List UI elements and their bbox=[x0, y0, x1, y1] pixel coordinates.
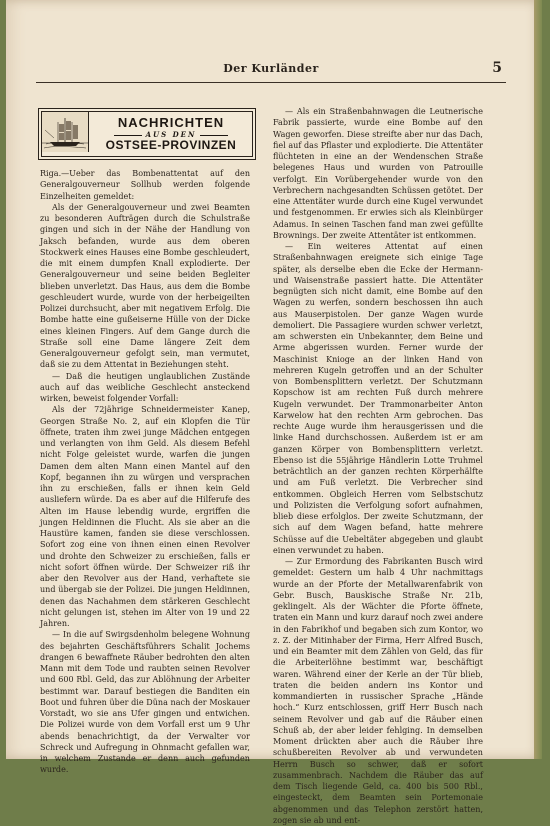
article-paragraph: Als der 72jährige Schneidermeister Kanep, Georgen Straße No. 2, auf ein Klopfen die Tür öffnete, traten ihm zwei junge Mädchen entgegen und verlangten von ihm Geld. Als diesem Befehl nicht Folge geleistet wurde, warfen die jungen Damen dem alten Mann einen Mantel auf den Kopf, begannen ihn zu würgen und versprachen ihn zu erschießen, falls er ihnen kein Geld ausliefern würde. Da es aber auf die Hilferufe des Alten im Hause lebendig wurde, ergriffen die jungen Heldinnen die Flucht. Als sie aber an die Haustüre kamen, fanden sie diese verschlossen. Sofort zog eine von ihnen einen einen Revolver und drohte den Schweizer zu erschießen, falls er nicht sofort öffnen würde. Der Schweizer riß ihr aber den Revolver aus der Hand, verhaftete sie und übergab sie der Polizei. Die jungen Heldinnen, denen das Nachahmen dem stärkeren Geschlecht nicht gelungen ist, stehen im Alter von 19 und 22 Jahren. bbox=[40, 405, 250, 628]
article-paragraph: — In die auf Swirgsdenholm belegene Wohnung des bejahrten Geschäftsführers Schalit Jochems drangen 6 bewaffnete Räuber bedrohten den alten Mann mit dem Tode und raubten seinen Revolver und 600 Rbl. Geld, das zur Ablöhnung der Arbeiter bestimmt war. Darauf bestiegen die Banditen ein Boot und fuhren über die Düna nach der Moskauer Vorstadt, wo sie ans Ufer gingen und entwichen. Die Polizei wurde von dem Vorfall erst um 9 Uhr abends benachrichtigt, da der Verwalter vor Schreck und Aufregung in Ohnmacht gefallen war, in welchem Zustande er denn auch gefunden wurde. bbox=[40, 630, 250, 775]
page-edge bbox=[534, 0, 542, 759]
banner-title: NACHRICHTEN bbox=[117, 115, 225, 130]
article-paragraph: — Zur Ermordung des Fabrikanten Busch wird gemeldet: Gestern um halb 4 Uhr nachmittags wurde an der Pforte der Metallwarenfabrik von Gebr. Busch, Bauskische Straße Nr. 21b, geklingelt. Als der Wächter die Pforte öffnete, traten ein Mann und kurz darauf noch zwei andere in den Fabrikhof und begaben sich zum Kontor, wo z. Z. der Mitinhaber der Firma, Herr Alfred Busch, und ein Beamter mit dem Zählen von Geld, das für die Arbeiterlöhne bestimmt war, beschäftigt waren. Während einer der Kerle an der Tür blieb, traten die beiden andern ins Kontor und kommandierten in russischer Sprache „Hände hoch.“ Kurz entschlossen, griff Herr Busch nach seinem Revolver und gab auf die Räuber einen Schuß ab, der aber leider fehlging. In demselben Moment drückten aber auch die Räuber ihre schußbereiten Revolver ab und verwundeten Herrn Busch so schwer, daß er sofort zusammenbrach. Nachdem die Räuber das auf dem Tisch liegende Geld, ca. 400 bis 500 Rbl., eingesteckt, dem Beamten sein Portemonaie abgenommen und das Telephon zerstört hatten, zogen sie ab und ent- bbox=[273, 557, 483, 825]
article-paragraph: — Ein weiteres Attentat auf einen Straßenbahnwagen ereignete sich einige Tage später, als derselbe eben die Ecke der Hermann- und Waisenstraße passiert hatte. Die Attentäter begnügten sich nicht damit, eine Bombe auf den Wagen zu werfen, sondern beschossen ihn auch aus Mauserpistolen. Der ganze Wagen wurde demoliert. Die Passagiere wurden schwer verletzt, am schwersten ein Unbekannter, dem Beine und Arme abgerissen wurden. Ferner wurde der Maschinist Knioge an der linken Hand von mehreren Kugeln getroffen und an der Schulter von Bombensplittern verletzt. Der Schutzmann Kopschow ist am rechten Fuß durch mehrere Kugeln verwundet. Der Trammonarbeiter Anton Karwelow hat den rechten Arm gebrochen. Das rechte Auge wurde ihm herausgerissen und die linke Hand durchschossen. Außerdem ist er am ganzen Körper von Bombensplittern verletzt. Ebenso ist die 55jährige Händlerin Lotte Truhmel beträchtlich an der ganzen rechten Körperhälfte und am Fuß verletzt. Die Verbrecher sind entkommen. Obgleich Herren vom Selbstschutz und Polizisten die Verfolgung sofort aufnahmen, blieb diese erfolglos. Der zweite Schutzmann, der sich auf dem Wagen befand, hatte mehrere Schüsse auf die Uebeltäter abgegeben und glaubt einen verwundet zu haben. bbox=[273, 242, 483, 555]
banner-aus-den: AUS DEN bbox=[91, 130, 251, 139]
newspaper-page bbox=[6, 0, 542, 825]
banner-subtitle: OSTSEE-PROVINZEN bbox=[105, 138, 237, 152]
article-paragraph: — Daß die heutigen unglaublichen Zustände auch auf das weibliche Geschlecht ansteckend wirken, beweist folgender Vorfall: bbox=[40, 371, 250, 403]
article-riga-bomb: Riga.—Ueber das Bombenattentat auf den Generalgouverneur Sollhub werden folgende Einzelheiten gemeldet: bbox=[40, 169, 250, 201]
page-number: 5 bbox=[492, 60, 502, 76]
section-banner bbox=[38, 108, 256, 160]
running-title: Der Kurländer bbox=[223, 62, 319, 75]
left-column bbox=[40, 168, 250, 776]
page-header bbox=[36, 60, 506, 83]
article-paragraph: — Als ein Straßenbahnwagen die Leutnerische Fabrik passierte, wurde eine Bombe auf den Wagen geworfen. Diese streifte aber nur das Dach, fiel auf das Pflaster und explodierte. Die Attentäter flüchteten in eine an der Wendenschen Straße belegenes Haus und wurden von Patrouille verfolgt. Ein Vorübergehender wurde von den Verbrechern nachgesandten Schüssen getötet. Der eine Attentäter wurde durch eine Kugel verwundet und festgenommen. Er erwies sich als Kleinbürger Adamus. In seinen Taschen fand man zwei gefüllte Brownings. Der zweite Attentäter ist entkommen. bbox=[273, 107, 483, 240]
ship-icon bbox=[42, 112, 89, 152]
right-column bbox=[273, 106, 483, 826]
article-paragraph: Als der Generalgouverneur und zwei Beamten zu besonderen Aufträgen durch die Schulstraße gingen und sich in der Nähe der Handlung von Jaksch befanden, wurde aus dem oberen Stockwerk eines Hauses eine Bombe geschleudert, die mit einem dumpfen Knall explodierte. Der Generalgouverneur und seine beiden Begleiter blieben unverletzt. Das Haus, aus dem die Bombe geschleudert wurde, wurde von der herbeigeilten Polizei durchsucht, aber mit negativem Erfolg. Die Bombe hatte eine gußeiserne Hülle von der Dicke eines kleinen Fingers. Auf dem Gange durch die Straße soll eine Dame längere Zeit dem Generalgouverneur gefolgt sein, man vermutet, daß sie zu dem Attentat in Beziehungen steht. bbox=[40, 202, 250, 370]
